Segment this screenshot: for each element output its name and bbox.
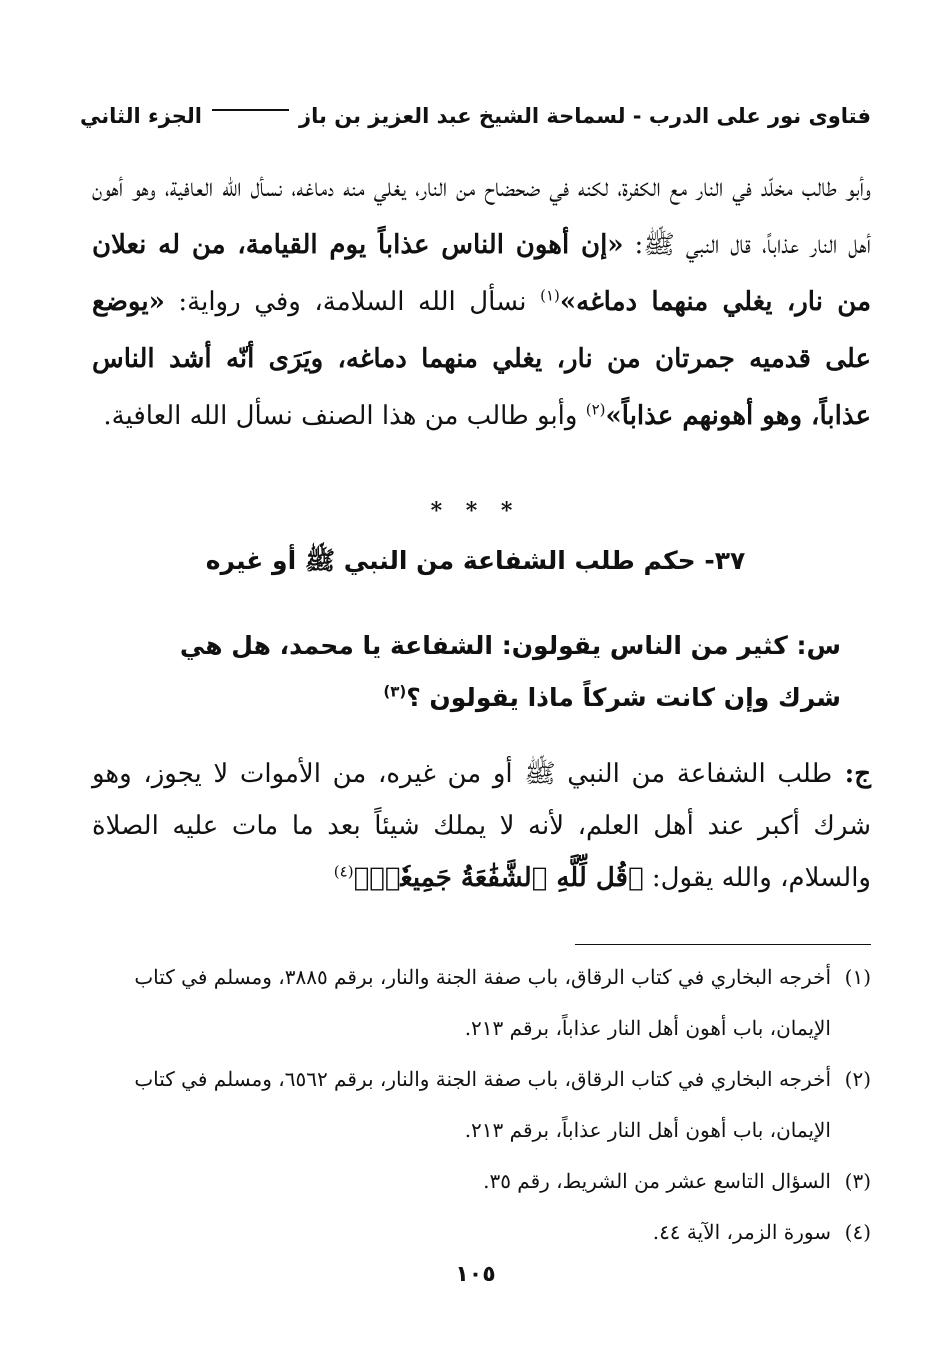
footnote-text: سورة الزمر، الآية ٤٤.: [652, 1220, 831, 1244]
section-title: ٣٧- حكم طلب الشفاعة من النبي ﷺ أو غيره: [205, 546, 746, 575]
question-text: كثير من الناس يقولون: الشفاعة يا محمد، هل هي شرك وإن كانت شركاً ماذا يقولون ؟: [179, 631, 841, 712]
footnote-number: (١): [844, 965, 871, 989]
footnote: [90, 1156, 871, 1207]
hadith-quote: «إن أهون الناس عذاباً يوم القيامة، من له نعلان من نار، يغلي منهما دماغه»: [92, 230, 872, 317]
footnote: [90, 1207, 871, 1258]
answer-text: طلب الشفاعة من النبي ﷺ أو من غيره، من الأموات لا يجوز، وهو شرك أكبر عند أهل العلم، لأنه لا يملك شيئاً بعد ما مات عليه الصلاة والسلام، والله يقول:: [92, 759, 871, 893]
footnote-ref: (٢): [585, 400, 606, 419]
paragraph-text: وأبو طالب من هذا الصنف نسأل الله العافية.: [103, 401, 586, 431]
footnote-number: (٣): [844, 1169, 871, 1193]
header-volume: الجزء الثاني: [80, 104, 203, 128]
body-paragraph: [92, 160, 871, 445]
header-separator: -: [625, 104, 649, 128]
header-book-title: فتاوى نور على الدرب: [648, 104, 871, 128]
footnote-ref: (٣): [383, 682, 407, 701]
answer: [92, 748, 871, 904]
answer-label: ج:: [832, 759, 872, 789]
footnote-ref: (٤): [333, 862, 354, 881]
footnote-text: أخرجه البخاري في كتاب الرقاق، باب صفة الجنة والنار، برقم ٣٨٨٥، ومسلم في كتاب الإيمان، باب أهون أهل النار عذاباً، برقم ٢١٣.: [134, 965, 831, 1040]
footnote-text: أخرجه البخاري في كتاب الرقاق، باب صفة الجنة والنار، برقم ٦٥٦٢، ومسلم في كتاب الإيمان، باب أهون أهل النار عذاباً، برقم ٢١٣.: [134, 1067, 831, 1142]
footnote: [90, 952, 871, 1054]
question: [120, 620, 841, 724]
running-header: [80, 96, 871, 136]
footnote-number: (٢): [844, 1067, 871, 1091]
footnote-text: السؤال التاسع عشر من الشريط، رقم ٣٥.: [483, 1169, 831, 1193]
page-number: ١٠٥: [455, 1262, 496, 1287]
footnotes: [90, 952, 871, 1258]
paragraph-text: نسأل الله السلامة، وفي رواية:: [164, 287, 541, 317]
footnote-ref: (١): [540, 286, 560, 305]
hadith-quote: «يوضع على قدميه جمرتان من نار، يغلي منهما دماغه، ويَرَى أنّه أشد الناس عذاباً، وهو أهونهم عذاباً»: [92, 287, 871, 431]
quran-verse: ﴿قُل لِّلَّهِ ٱلشَّفَٰعَةُ جَمِيعٗاۖ﴾: [353, 863, 644, 893]
header-rule: [212, 109, 289, 111]
footnote: [90, 1054, 871, 1156]
paragraph-text: وأبو طالب مخلّد في النار مع الكفرة، لكنه في ضحضاح من النار، يغلي منه دماغه، نسأل الله العافية، وهو أهون أهل النار عذاباً، قال النبي ﷺ:: [92, 173, 871, 260]
section-separator: * * *: [430, 498, 521, 524]
question-label: س:: [787, 631, 841, 660]
footnote-divider: [575, 944, 871, 945]
footnote-number: (٤): [844, 1220, 871, 1244]
header-author: لسماحة الشيخ عبد العزيز بن باز: [299, 104, 626, 128]
